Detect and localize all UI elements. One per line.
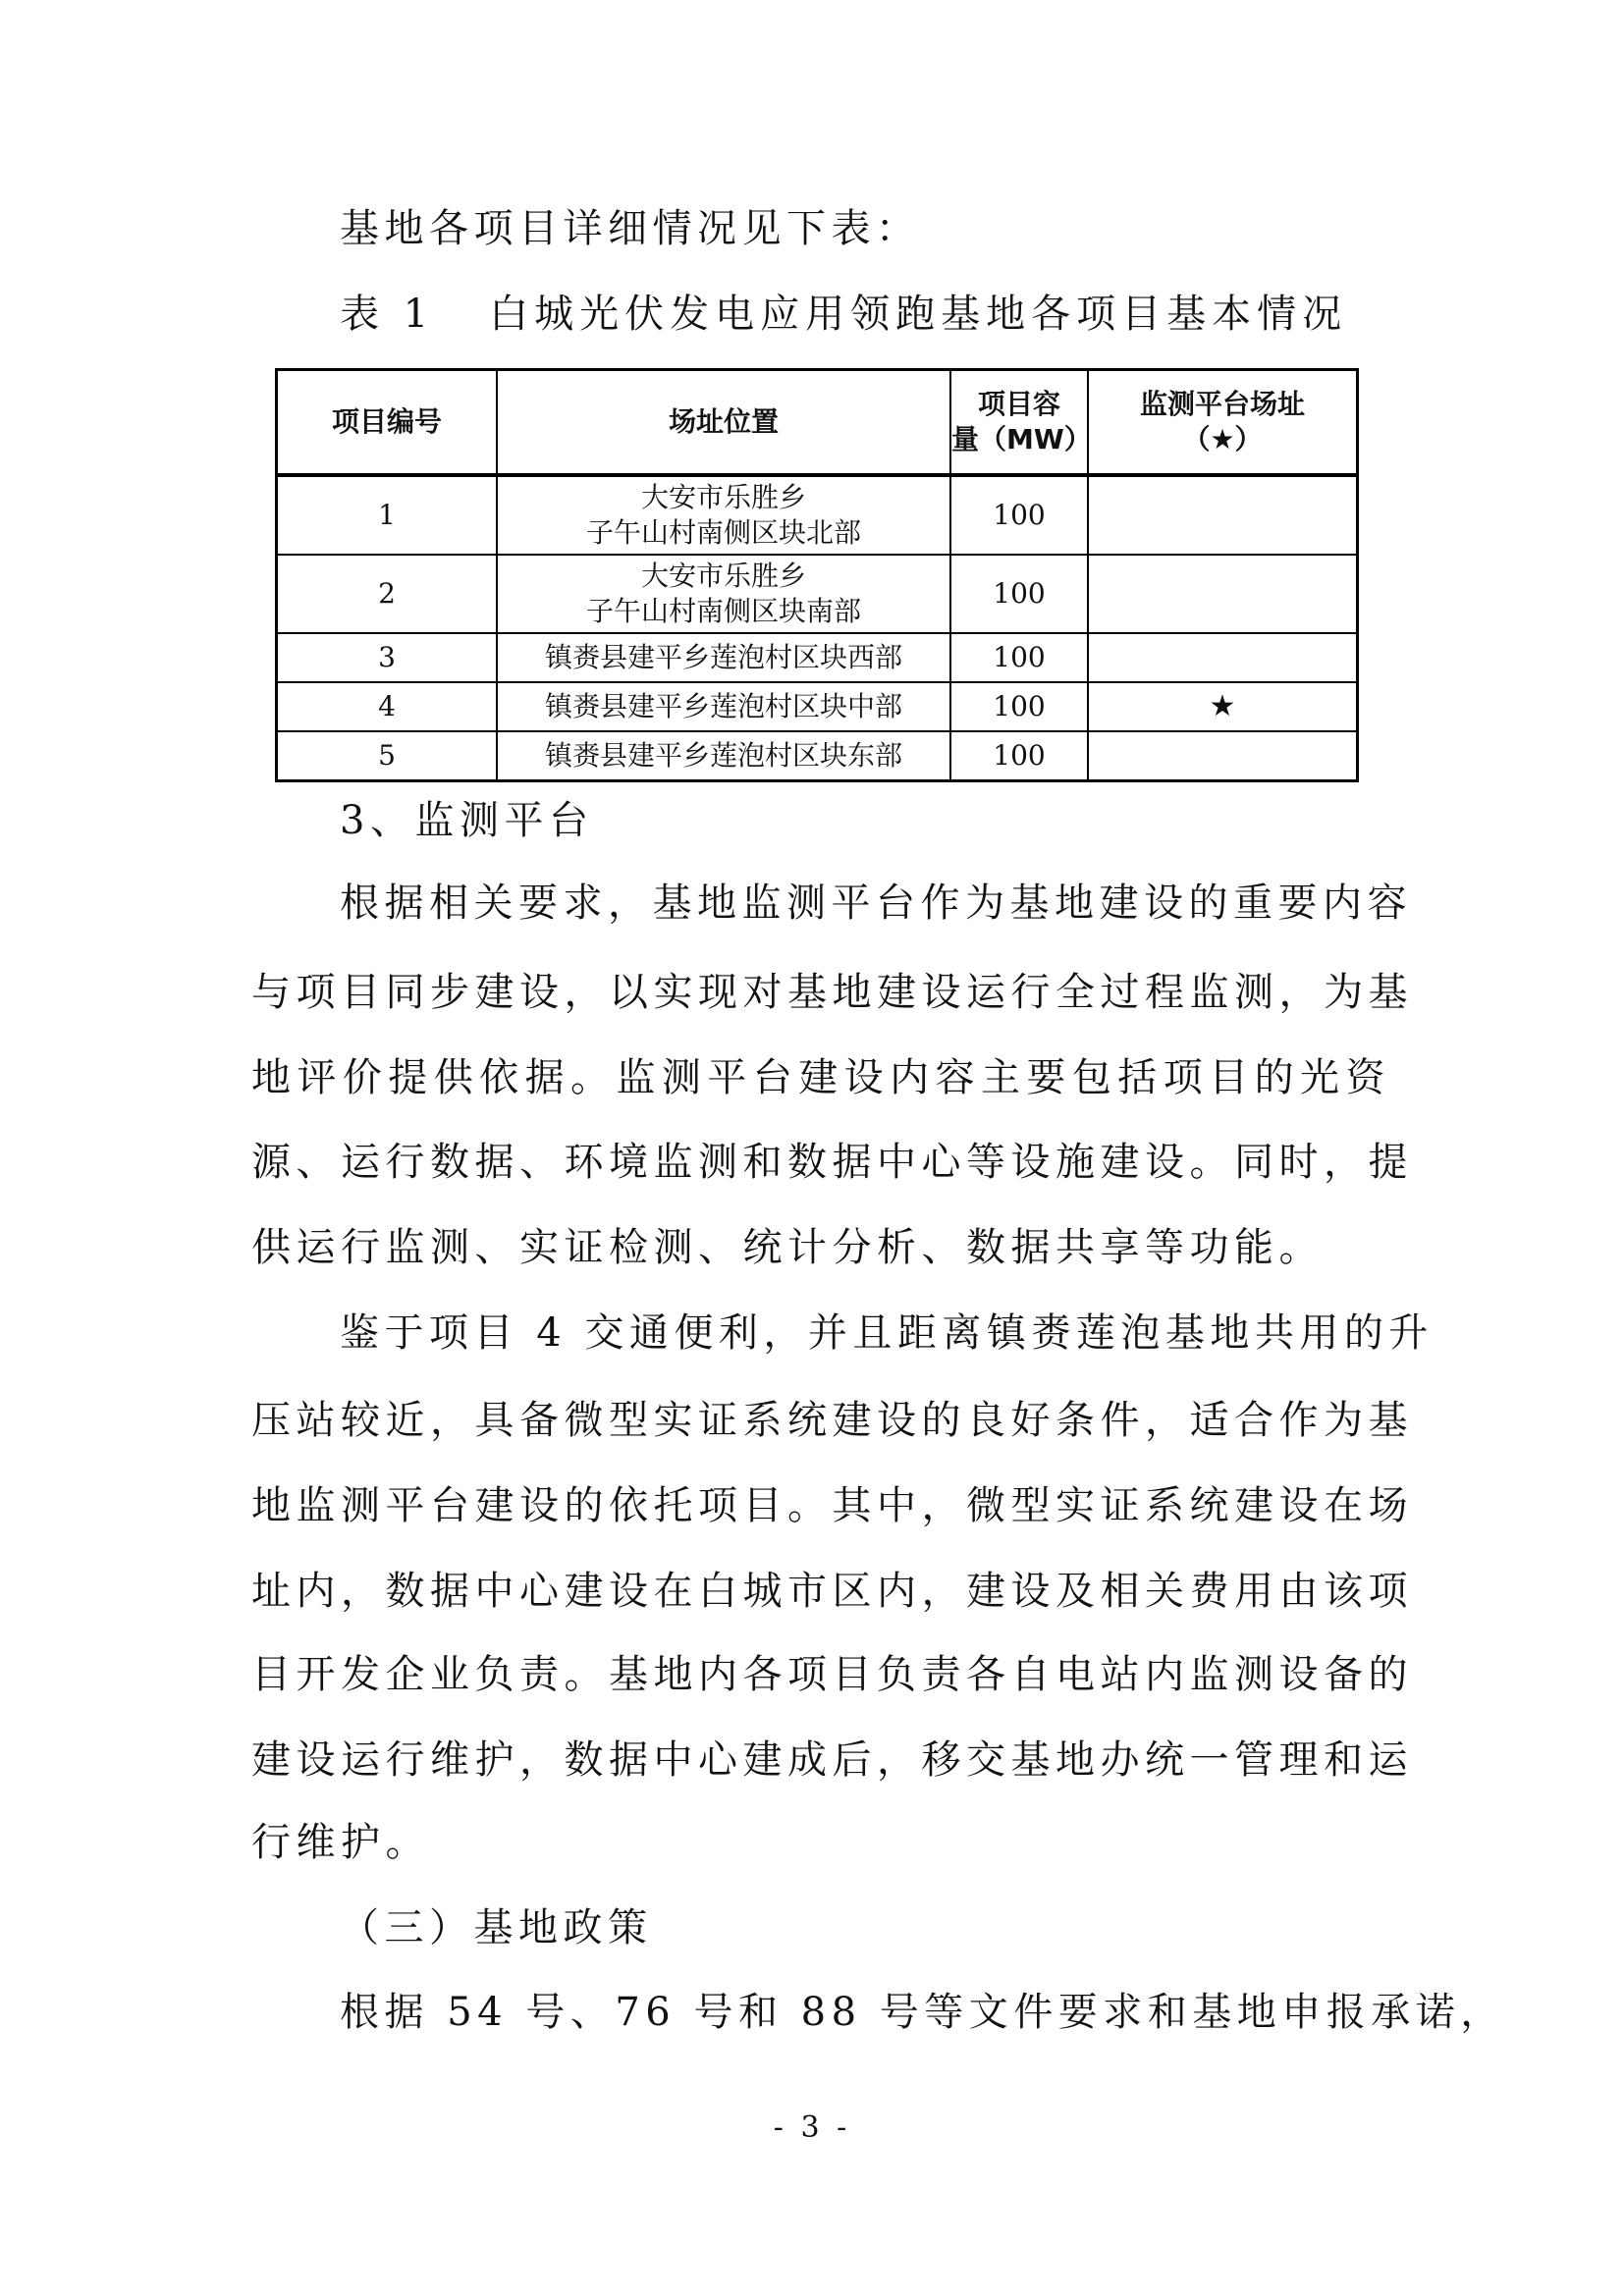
cell-location: 镇赉县建平乡莲泡村区块东部 <box>497 731 950 781</box>
cell-project-id: 5 <box>277 731 498 781</box>
paragraph-line: 源、运行数据、环境监测和数据中心等设施建设。同时，提 <box>251 1140 1413 1185</box>
table-caption-number: 表 1 <box>340 292 435 337</box>
intro-text: 基地各项目详细情况见下表： <box>340 206 921 251</box>
paragraph-line: 建设运行维护，数据中心建成后，移交基地办统一管理和运 <box>251 1737 1413 1783</box>
paragraph-line: 根据相关要求，基地监测平台作为基地建设的重要内容 <box>340 881 1412 926</box>
cell-capacity: 100 <box>950 555 1088 633</box>
table-row <box>277 682 1358 731</box>
projects-table <box>275 368 1359 782</box>
cell-location-line2: 子午山村南侧区块北部 <box>585 516 861 549</box>
header-capacity-line1: 项目容 <box>977 388 1060 420</box>
paragraph-line: 行维护。 <box>251 1820 430 1865</box>
header-monitor-line1: 监测平台场址 <box>1139 388 1305 420</box>
paragraph-line: 供运行监测、实证检测、统计分析、数据共享等功能。 <box>251 1225 1324 1270</box>
cell-project-id: 1 <box>277 475 498 555</box>
table-caption <box>340 291 1347 338</box>
star-icon: ★ <box>1088 682 1358 731</box>
cell-monitor-site <box>1088 731 1358 781</box>
paragraph-line: 与项目同步建设，以实现对基地建设运行全过程监测，为基 <box>251 970 1413 1015</box>
cell-location: 镇赉县建平乡莲泡村区块西部 <box>497 633 950 682</box>
cell-location <box>497 475 950 555</box>
table-row <box>277 555 1358 633</box>
header-project-id: 项目编号 <box>277 370 498 476</box>
table-row <box>277 731 1358 781</box>
section-heading-policy: （三）基地政策 <box>340 1905 653 1950</box>
cell-capacity: 100 <box>950 633 1088 682</box>
paragraph-line: 地监测平台建设的依托项目。其中，微型实证系统建设在场 <box>251 1483 1413 1528</box>
cell-capacity: 100 <box>950 731 1088 781</box>
cell-capacity: 100 <box>950 475 1088 555</box>
header-location: 场址位置 <box>497 370 950 476</box>
table-row <box>277 633 1358 682</box>
cell-monitor-site <box>1088 555 1358 633</box>
header-monitor-site <box>1088 370 1358 476</box>
paragraph-line: 址内，数据中心建设在白城市区内，建设及相关费用由该项 <box>251 1569 1413 1614</box>
paragraph-line: 目开发企业负责。基地内各项目负责各自电站内监测设备的 <box>251 1652 1413 1697</box>
paragraph-line: 地评价提供依据。监测平台建设内容主要包括项目的光资 <box>251 1055 1390 1100</box>
cell-location-line2: 子午山村南侧区块南部 <box>585 595 861 627</box>
cell-location <box>497 555 950 633</box>
page-number: - 3 - <box>773 2110 851 2145</box>
header-capacity <box>950 370 1092 476</box>
cell-monitor-site <box>1088 633 1358 682</box>
header-capacity-line2: 量（MW） <box>951 423 1092 455</box>
cell-project-id: 2 <box>277 555 498 633</box>
cell-project-id: 4 <box>277 682 498 731</box>
cell-location-line1: 大安市乐胜乡 <box>640 481 806 513</box>
cell-project-id: 3 <box>277 633 498 682</box>
table-header-row <box>277 370 1358 476</box>
section-heading-monitoring: 3、监测平台 <box>340 798 594 843</box>
cell-location: 镇赉县建平乡莲泡村区块中部 <box>497 682 950 731</box>
header-monitor-line2: （★） <box>1182 423 1263 455</box>
table-caption-title: 白城光伏发电应用领跑基地各项目基本情况 <box>489 292 1348 337</box>
table-row <box>277 475 1358 555</box>
cell-location-line1: 大安市乐胜乡 <box>640 560 806 592</box>
paragraph-line: 根据 54 号、76 号和 88 号等文件要求和基地申报承诺， <box>340 1990 1505 2035</box>
paragraph-line: 鉴于项目 4 交通便利，并且距离镇赉莲泡基地共用的升 <box>340 1310 1434 1356</box>
cell-monitor-site <box>1088 475 1358 555</box>
paragraph-line: 压站较近，具备微型实证系统建设的良好条件，适合作为基 <box>251 1398 1413 1443</box>
cell-capacity: 100 <box>950 682 1088 731</box>
